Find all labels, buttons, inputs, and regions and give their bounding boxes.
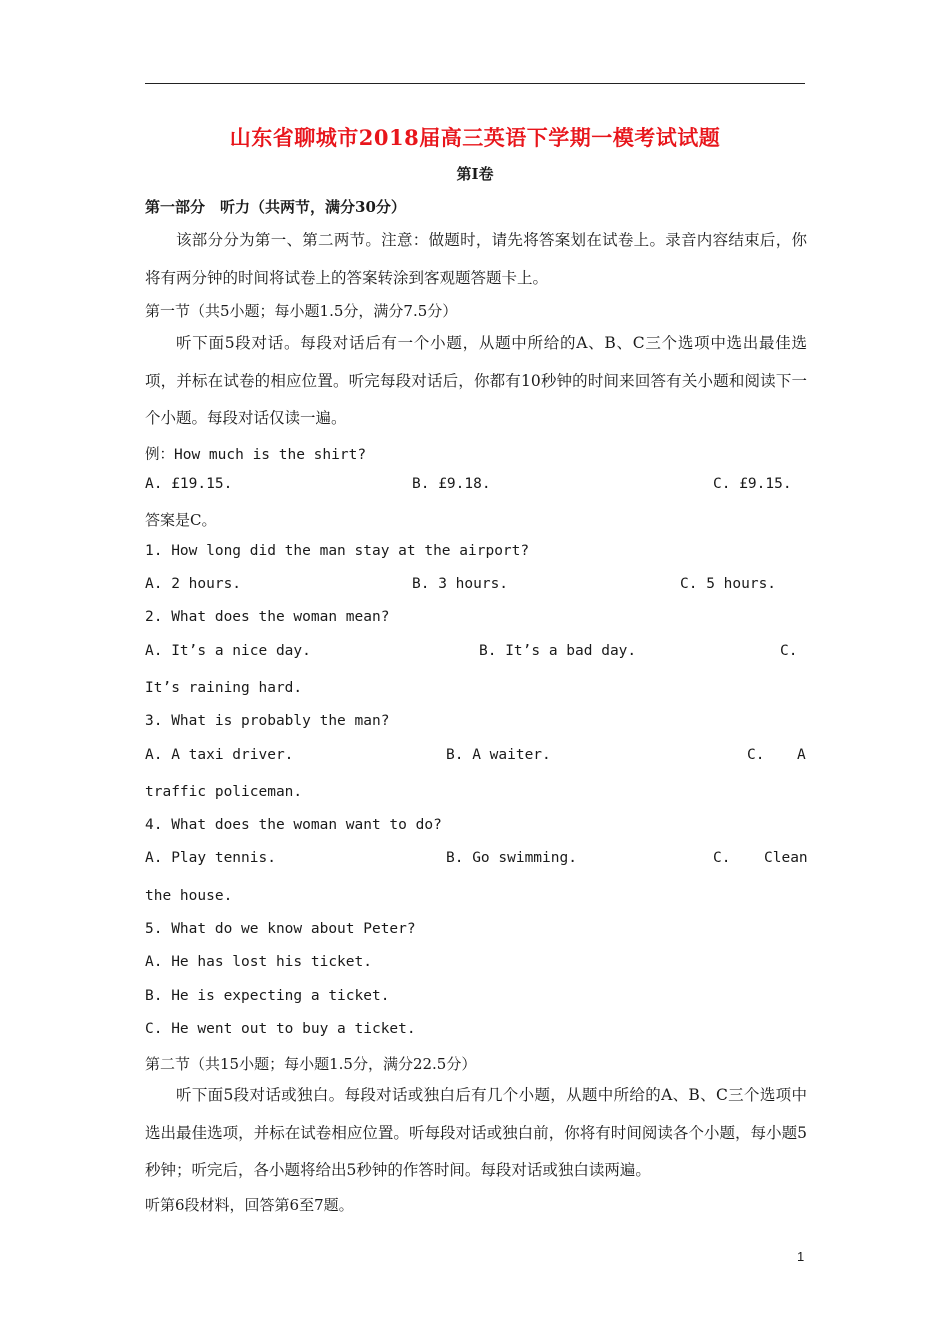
q1-option-c: C. 5 hours. <box>680 576 777 592</box>
material-note: 听第6段材料，回答第6至7题。 <box>145 1196 354 1214</box>
q4-option-c-continued: the house. <box>145 888 233 904</box>
question-1: 1. How long did the man stay at the airport? <box>145 543 530 559</box>
document-title: 山东省聊城市2018届高三英语下学期一模考试试题 <box>229 125 721 150</box>
q3-option-b: B. A waiter. <box>446 747 551 763</box>
q2-option-c-continued: It’s raining hard. <box>145 680 303 696</box>
volume-label: 第Ⅰ卷 <box>456 165 494 183</box>
q1-option-a: A. 2 hours. <box>145 576 242 592</box>
q3-option-a: A. A taxi driver. <box>145 747 294 763</box>
q4-option-c-word: Clean <box>764 850 808 866</box>
q5-option-a: A. He has lost his ticket. <box>145 954 372 970</box>
q3-option-c-word: A <box>797 747 806 763</box>
q2-option-c: C. <box>780 643 798 659</box>
q4-option-a: A. Play tennis. <box>145 850 276 866</box>
question-2: 2. What does the woman mean? <box>145 609 390 625</box>
q5-option-b: B. He is expecting a ticket. <box>145 988 390 1004</box>
example-option-c: C. £9.15. <box>713 476 792 492</box>
q2-option-a: A. It’s a nice day. <box>145 643 311 659</box>
section1-intro: 听下面5段对话。每段对话后有一个小题，从题中所给的A、B、C三个选项中选出最佳选项，并标在试卷的相应位置。听完每段对话后，你都有10秒钟的时间来回答有关小题和阅读下一个小题。每段对话仅读一遍。 <box>145 334 807 427</box>
section2-heading: 第二节（共15小题；每小题1.5分，满分22.5分） <box>145 1055 477 1073</box>
part1-intro: 该部分分为第一、第二两节。注意：做题时，请先将答案划在试卷上。录音内容结束后，你将有两分钟的时间将试卷上的答案转涂到客观题答题卡上。 <box>145 231 807 287</box>
example-option-a: A. £19.15. <box>145 476 233 492</box>
q3-option-c-continued: traffic policeman. <box>145 784 303 800</box>
example-option-b: B. £9.18. <box>412 476 491 492</box>
example-question: 例：How much is the shirt? <box>145 447 367 463</box>
question-3: 3. What is probably the man? <box>145 713 390 729</box>
q3-option-c: C. <box>747 747 765 763</box>
section1-heading: 第一节（共5小题；每小题1.5分，满分7.5分） <box>145 302 458 320</box>
example-answer: 答案是C。 <box>145 511 217 529</box>
part1-heading: 第一部分 听力（共两节，满分30分） <box>145 198 406 216</box>
q1-option-b: B. 3 hours. <box>412 576 509 592</box>
q5-option-c: C. He went out to buy a ticket. <box>145 1021 416 1037</box>
question-5: 5. What do we know about Peter? <box>145 921 416 937</box>
section2-intro: 听下面5段对话或独白。每段对话或独白后有几个小题，从题中所给的A、B、C三个选项中选出最佳选项，并标在试卷相应位置。听每段对话或独白前，你将有时间阅读各个小题，每小题5秒钟；听完后，各小题将给出5秒钟的作答时间。每段对话或独白读两遍。 <box>145 1086 807 1179</box>
q4-option-c: C. <box>713 850 731 866</box>
q4-option-b: B. Go swimming. <box>446 850 577 866</box>
header-rule <box>145 83 805 84</box>
question-4: 4. What does the woman want to do? <box>145 817 442 833</box>
q2-option-b: B. It’s a bad day. <box>479 643 637 659</box>
page-number: 1 <box>797 1249 805 1264</box>
